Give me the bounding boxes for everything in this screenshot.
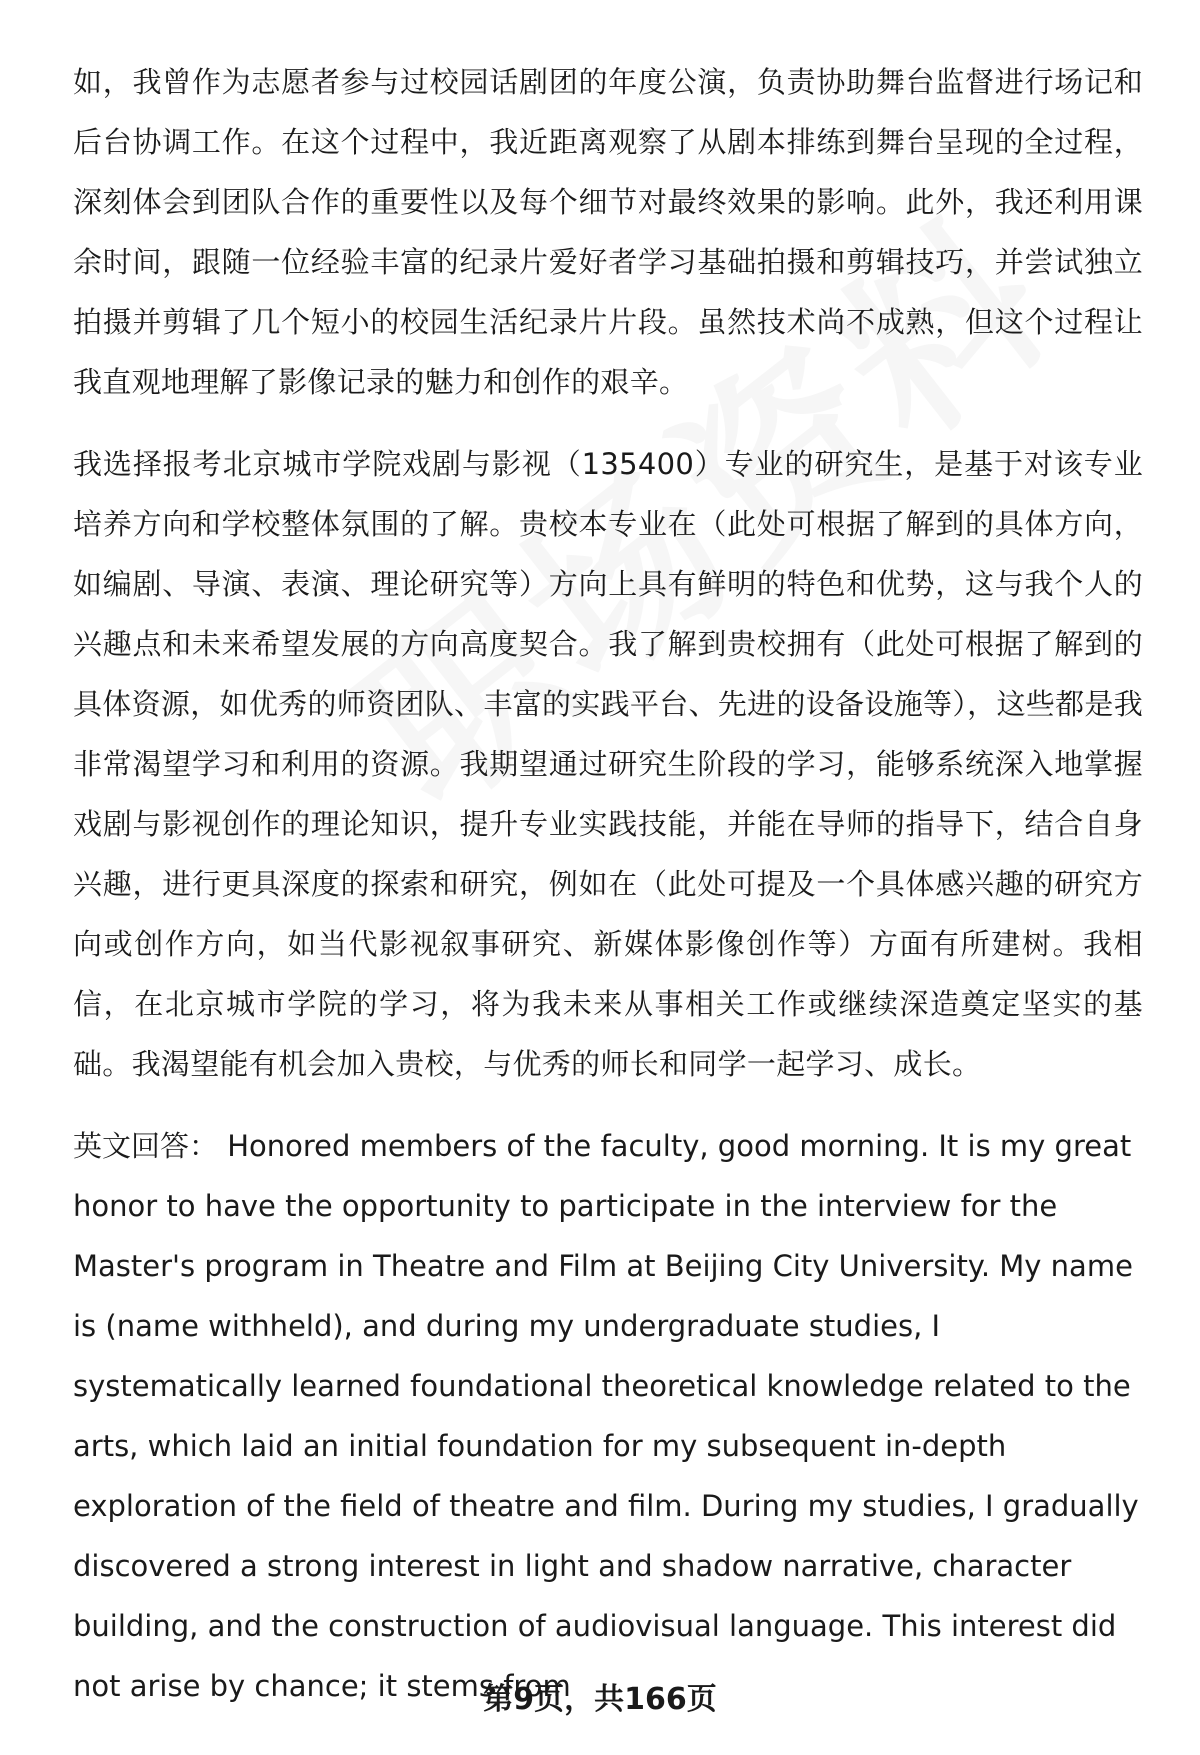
- document-body: [73, 52, 1143, 1738]
- paragraph-volunteer-experience: 如，我曾作为志愿者参与过校园话剧团的年度公演，负责协助舞台监督进行场记和后台协调工作。在这个过程中，我近距离观察了从剧本排练到舞台呈现的全过程，深刻体会到团队合作的重要性以及每个细节对最终效果的影响。此外，我还利用课余时间，跟随一位经验丰富的纪录片爱好者学习基础拍摄和剪辑技巧，并尝试独立拍摄并剪辑了几个短小的校园生活纪录片片段。虽然技术尚不成熟，但这个过程让我直观地理解了影像记录的魅力和创作的艰辛。: [73, 65, 1143, 399]
- paragraph-english-answer: 英文回答： Honored members of the faculty, good morning. It is my great honor to have the opportunity to participate in the interview for the Master's program in Theatre and Film at Beijing City University. My name is (name withheld), and during my undergraduate studies, I systematically learned foundational theoretical knowledge related to the arts, which laid an initial foundation for my subsequent in-depth exploration of the field of theatre and film. During my studies, I gradually discovered a strong interest in light and shadow narrative, character building, and the construction of audiovisual language. This interest did not arise by chance; it stems from: [73, 1129, 1139, 1703]
- page-number-footer: 第9页，共166页: [483, 1682, 717, 1717]
- paragraph-application-reason: 我选择报考北京城市学院戏剧与影视（135400）专业的研究生，是基于对该专业培养方向和学校整体氛围的了解。贵校本专业在（此处可根据了解到的具体方向，如编剧、导演、表演、理论研究等）方向上具有鲜明的特色和优势，这与我个人的兴趣点和未来希望发展的方向高度契合。我了解到贵校拥有（此处可根据了解到的具体资源，如优秀的师资团队、丰富的实践平台、先进的设备设施等），这些都是我非常渴望学习和利用的资源。我期望通过研究生阶段的学习，能够系统深入地掌握戏剧与影视创作的理论知识，提升专业实践技能，并能在导师的指导下，结合自身兴趣，进行更具深度的探索和研究，例如在（此处可提及一个具体感兴趣的研究方向或创作方向，如当代影视叙事研究、新媒体影像创作等）方面有所建树。我相信，在北京城市学院的学习，将为我未来从事相关工作或继续深造奠定坚实的基础。我渴望能有机会加入贵校，与优秀的师长和同学一起学习、成长。: [73, 447, 1143, 1081]
